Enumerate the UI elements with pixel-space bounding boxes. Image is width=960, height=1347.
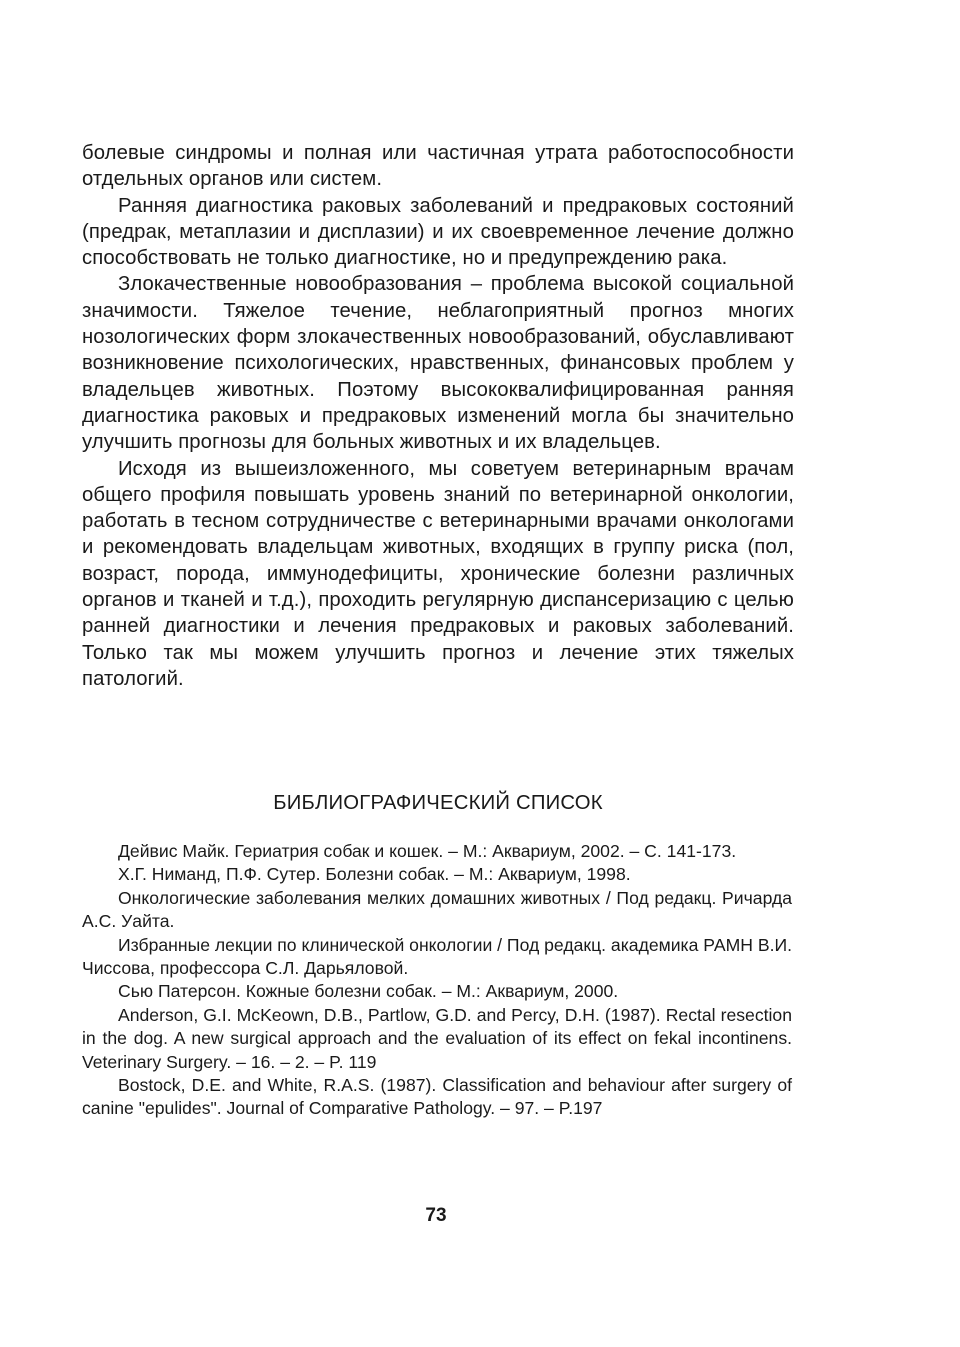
reference-item: Дейвис Майк. Гериатрия собак и кошек. – М.: Аквариум, 2002. – С. 141-173. — [118, 841, 737, 861]
paragraph-2: Ранняя диагностика раковых заболеваний и предраковых состояний (предрак, метаплазии и дисплазии) и их своевременное лечение должно способствовать не только диагностике, но и предупреждению рака. — [82, 194, 794, 270]
reference-list — [82, 840, 792, 1121]
bibliography-heading: БИБЛИОГРАФИЧЕСКИЙ СПИСОК — [273, 792, 603, 814]
reference-item: Избранные лекции по клинической онкологии / Под редакц. академика РАМН В.И. Чиссова, профессора С.Л. Дарьяловой. — [82, 934, 793, 979]
paragraph-1: болевые синдромы и полная или частичная утрата работоспособности отдельных органов или систем. — [82, 142, 794, 191]
body-text — [82, 140, 794, 692]
reference-item: Х.Г. Ниманд, П.Ф. Сутер. Болезни собак. – М.: Аквариум, 1998. — [118, 864, 631, 885]
reference-item: Anderson, G.I. McKeown, D.B., Partlow, G.D. and Percy, D.H. (1987). Rectal resection in the dog. A new surgical approach and the evaluation of its effect on fekal incontinens. Veterinary Surgery. – 16. – 2. – P. 119 — [82, 1004, 792, 1072]
reference-item: Bostock, D.E. and White, R.A.S. (1987). Classification and behaviour after surgery of canine "epulides". Journal of Comparative Pathology. – 97. – P.197 — [82, 1075, 792, 1119]
paragraph-3: Злокачественные новообразования – проблема высокой социальной значимости. Тяжелое течение, неблагоприятный прогноз многих нозологических форм злокачественных новообразований, обуславливают возникновение психологических, нравственных, финансовых проблем у владельцев животных. Поэтому высококвалифицированная ранняя диагностика раковых и предраковых изменений могла бы значительно улучшить прогнозы для больных животных и их владельцев. — [82, 273, 794, 454]
reference-item: Сью Патерсон. Кожные болезни собак. – М.: Аквариум, 2000. — [118, 981, 619, 1002]
reference-item: Онкологические заболевания мелких домашних животных / Под редакц. Ричарда А.С. Уайта. — [82, 887, 792, 932]
paragraph-4: Исходя из вышеизложенного, мы советуем ветеринарным врачам общего профиля повышать уровень знаний по ветеринарной онкологии, работать в тесном сотрудничестве с ветеринарными врачами онкологами и рекомендовать владельцам животных, входящих в группу риска (пол, возраст, порода, иммунодефициты, хронические болезни различных органов и тканей и т.д.), проходить регулярную диспансеризацию с целью ранней диагностики и лечения предраковых и раковых заболеваний. Только так мы можем улучшить прогноз и лечение этих тяжелых патологий. — [82, 457, 794, 690]
page-number: 73 — [425, 1205, 447, 1226]
